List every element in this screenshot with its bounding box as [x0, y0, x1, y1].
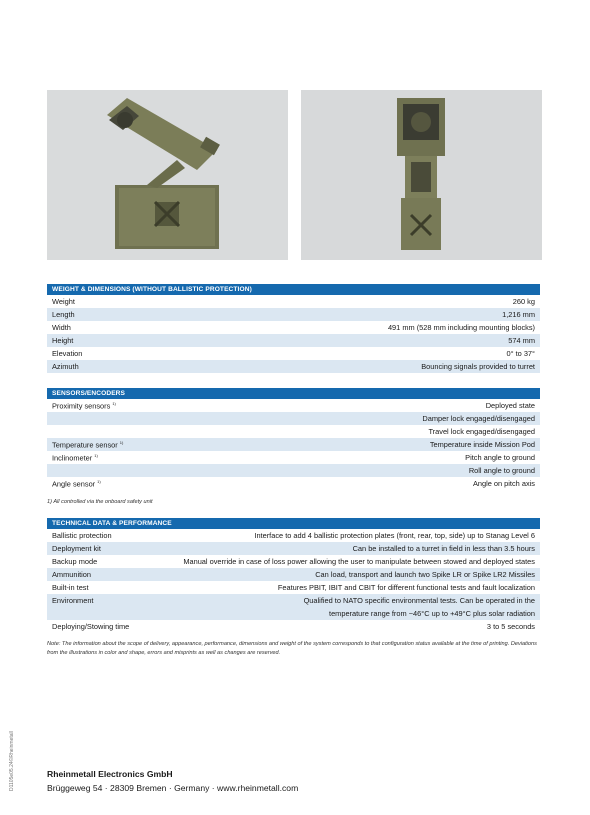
table-row — [47, 295, 540, 308]
table-row — [47, 321, 540, 334]
table-row — [47, 542, 540, 555]
row-label: Ballistic protection — [52, 531, 112, 540]
row-value: 3 to 5 seconds — [486, 622, 535, 631]
row-label: Proximity sensors $^{1)}$ — [52, 400, 116, 411]
row-value: 574 mm — [508, 336, 535, 345]
table-row — [47, 412, 540, 425]
row-label: Height — [52, 336, 74, 345]
technical-data-header: TECHNICAL DATA & PERFORMANCE — [47, 518, 540, 529]
document-code: D1105e05.24©Rheinmetall — [9, 731, 15, 791]
row-value: Can be installed to a turret in field in less than 3.5 hours — [352, 544, 535, 553]
row-label: Azimuth — [52, 362, 79, 371]
weight-dimensions-table — [47, 284, 540, 373]
row-value: Roll angle to ground — [468, 466, 535, 475]
row-value: Qualified to NATO specific environmental tests. Can be operated in the temperature range from −46°C up to +49°C plus solar radiation — [303, 596, 535, 618]
row-value: 260 kg — [512, 297, 535, 306]
row-label — [52, 414, 54, 423]
row-label: Elevation — [52, 349, 83, 358]
row-value: Bouncing signals provided to turret — [421, 362, 535, 371]
table-row — [47, 594, 540, 620]
launcher-photo-stowed — [301, 90, 542, 260]
row-value: Travel lock engaged/disengaged — [428, 427, 535, 436]
row-value: Interface to add 4 ballistic protection plates (front, rear, top, side) up to Stanag Level 6 — [254, 531, 535, 540]
table-row — [47, 347, 540, 360]
row-label: Angle sensor $^{1)}$ — [52, 478, 101, 489]
row-label: Temperature sensor $^{1)}$ — [52, 439, 124, 450]
technical-data-table — [47, 518, 540, 633]
row-label: Width — [52, 323, 71, 332]
table-row — [47, 477, 540, 490]
table-row — [47, 438, 540, 451]
table-row — [47, 360, 540, 373]
row-value: Can load, transport and launch two Spike LR or Spike LR2 Missiles — [315, 570, 535, 579]
weight-dimensions-header: WEIGHT & DIMENSIONS (WITHOUT BALLISTIC PROTECTION) — [47, 284, 540, 295]
company-name: Rheinmetall Electronics GmbH — [47, 769, 173, 779]
row-label: Length — [52, 310, 75, 319]
disclaimer-note: Note: The information about the scope of delivery, appearance, performance, dimensions and weight of the system corresponds to that configuration status available at the time of printing. Deviations from the illustrations in color and shape, errors and misprints as well as changes are reserved. — [47, 641, 537, 656]
table-row — [47, 581, 540, 594]
row-value: Deployed state — [485, 401, 535, 410]
sensors-encoders-header: SENSORS/ENCODERS — [47, 388, 540, 399]
table-row — [47, 568, 540, 581]
company-address: Brüggeweg 54 · 28309 Bremen · Germany · www.rheinmetall.com — [47, 783, 299, 793]
table-row — [47, 464, 540, 477]
launcher-photo-deployed — [47, 90, 288, 260]
row-value: Features PBIT, IBIT and CBIT for different functional tests and fault localization — [277, 583, 535, 592]
row-label — [52, 427, 54, 436]
table-row — [47, 399, 540, 412]
table-row — [47, 308, 540, 321]
sensors-footnote: 1) All controlled via the onboard safety unit — [47, 499, 153, 505]
row-label: Ammunition — [52, 570, 92, 579]
row-value: 491 mm (528 mm including mounting blocks) — [387, 323, 535, 332]
table-row — [47, 451, 540, 464]
row-label: Backup mode — [52, 557, 98, 566]
row-value: Damper lock engaged/disengaged — [422, 414, 535, 423]
table-row — [47, 334, 540, 347]
row-value: 1,216 mm — [502, 310, 535, 319]
row-value: Temperature inside Mission Pod — [429, 440, 535, 449]
row-label: Deploying/Stowing time — [52, 622, 130, 631]
row-label: Deployment kit — [52, 544, 101, 553]
table-row — [47, 529, 540, 542]
row-value: Manual override in case of loss power allowing the user to manipulate between stowed and deployed states — [183, 557, 535, 566]
sensors-encoders-table — [47, 388, 540, 490]
table-row — [47, 620, 540, 633]
row-label: Environment — [52, 596, 94, 605]
row-label: Built-in test — [52, 583, 89, 592]
table-row — [47, 555, 540, 568]
row-value: Angle on pitch axis — [472, 479, 535, 488]
row-value: 0° to 37° — [506, 349, 535, 358]
row-value: Pitch angle to ground — [465, 453, 535, 462]
row-label — [52, 466, 54, 475]
row-label: Weight — [52, 297, 75, 306]
table-row — [47, 425, 540, 438]
row-label: Inclinometer $^{1)}$ — [52, 452, 98, 463]
